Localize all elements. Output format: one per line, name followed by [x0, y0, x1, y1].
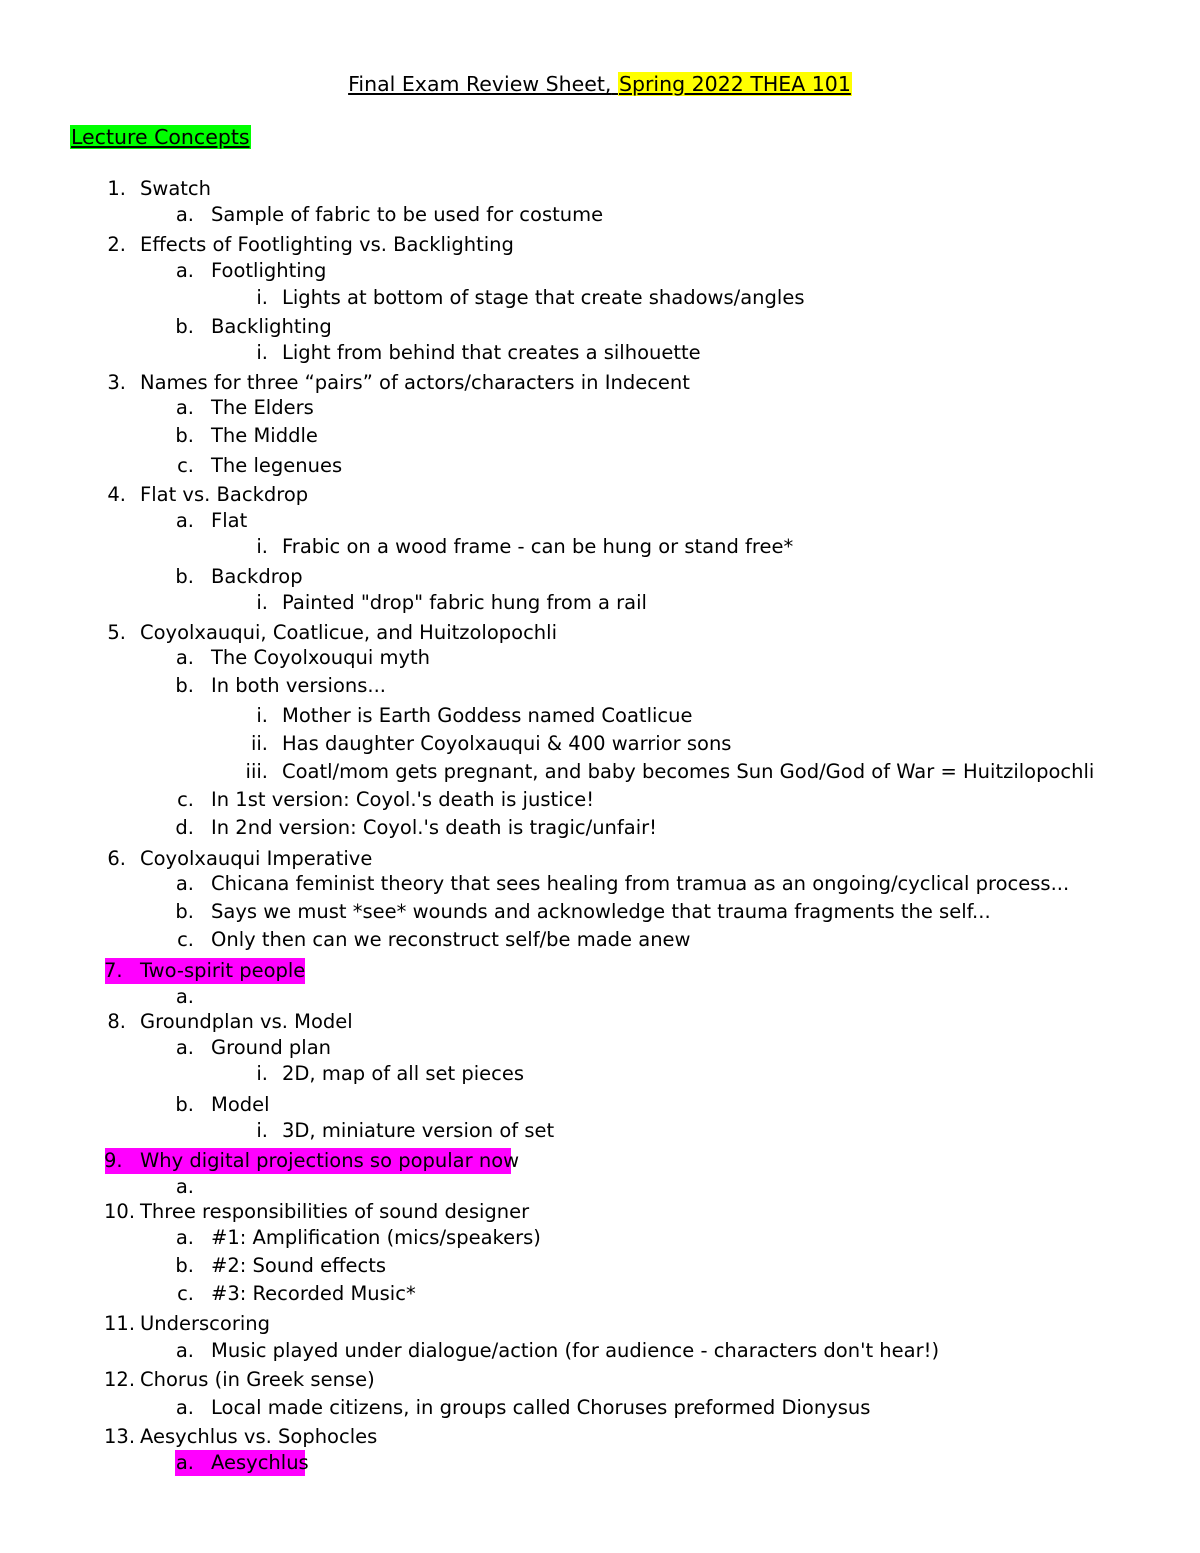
list-text: The Middle [211, 424, 318, 447]
list-text: Mother is Earth Goddess named Coatlicue [282, 704, 693, 727]
list-text: Three responsibilities of sound designer [140, 1200, 530, 1223]
list-text: Names for three “pairs” of actors/characters in Indecent [140, 371, 690, 394]
list-text: The Elders [211, 396, 314, 419]
list-marker: 8. [107, 1010, 126, 1033]
list-marker: a. [175, 203, 194, 226]
list-text: In both versions... [211, 674, 386, 697]
list-marker: a. [175, 509, 194, 532]
list-marker: 1. [107, 177, 126, 200]
list-marker: i. [256, 591, 268, 614]
list-text: Painted "drop" fabric hung from a rail [282, 591, 647, 614]
list-marker: b. [175, 674, 194, 697]
list-text: 3D, miniature version of set [282, 1119, 555, 1142]
list-text: Light from behind that creates a silhouette [282, 341, 701, 364]
list-text: Aesychlus [211, 1451, 309, 1474]
section-heading [70, 123, 251, 151]
list-marker: b. [175, 1093, 194, 1116]
list-marker: b. [175, 1254, 194, 1277]
list-text: In 2nd version: Coyol.'s death is tragic/unfair! [211, 816, 657, 839]
list-marker: a. [175, 1175, 194, 1198]
list-marker: iii. [245, 760, 268, 783]
list-text: Footlighting [211, 259, 327, 282]
list-text: The Coyolxouqui myth [211, 646, 431, 669]
list-marker: i. [256, 341, 268, 364]
list-text: Flat vs. Backdrop [140, 483, 309, 506]
list-marker: 5. [107, 621, 126, 644]
list-marker: a. [175, 1396, 194, 1419]
section-heading-text: Lecture Concepts [71, 125, 250, 149]
list-marker: 7. [104, 959, 123, 982]
list-text: Swatch [140, 177, 212, 200]
list-text: Chorus (in Greek sense) [140, 1368, 375, 1391]
list-text: Underscoring [140, 1312, 271, 1335]
page-title [0, 70, 1200, 98]
list-text: Effects of Footlighting vs. Backlighting [140, 233, 514, 256]
list-text: Aesychlus vs. Sophocles [140, 1425, 378, 1448]
list-text: Groundplan vs. Model [140, 1010, 353, 1033]
list-text: Flat [211, 509, 248, 532]
list-text: Backlighting [211, 315, 332, 338]
list-marker: a. [175, 1036, 194, 1059]
list-marker: b. [175, 565, 194, 588]
list-marker: i. [256, 704, 268, 727]
title-highlight: Spring 2022 THEA 101 [618, 72, 851, 96]
list-marker: 12. [104, 1368, 136, 1391]
list-marker: i. [256, 535, 268, 558]
list-text: Says we must *see* wounds and acknowledge that trauma fragments the self... [211, 900, 991, 923]
list-marker: a. [175, 396, 194, 419]
list-marker: a. [175, 1339, 194, 1362]
list-text: #2: Sound effects [211, 1254, 387, 1277]
list-marker: i. [256, 286, 268, 309]
list-marker: 13. [104, 1425, 136, 1448]
list-marker: d. [175, 816, 194, 839]
list-marker: 4. [107, 483, 126, 506]
list-text: Coyolxauqui, Coatlicue, and Huitzolopochli [140, 621, 557, 644]
list-marker: ii. [250, 732, 268, 755]
list-marker: b. [175, 900, 194, 923]
list-marker: i. [256, 1119, 268, 1142]
list-marker: 11. [104, 1312, 136, 1335]
list-marker: 2. [107, 233, 126, 256]
list-text: #3: Recorded Music* [211, 1282, 416, 1305]
list-marker: c. [177, 928, 194, 951]
list-text: Model [211, 1093, 270, 1116]
list-text: Chicana feminist theory that sees healing from tramua as an ongoing/cyclical process... [211, 872, 1070, 895]
list-marker: b. [175, 315, 194, 338]
list-text: Only then can we reconstruct self/be made anew [211, 928, 691, 951]
list-marker: 9. [104, 1149, 123, 1172]
list-text: Frabic on a wood frame - can be hung or stand free* [282, 535, 794, 558]
list-marker: c. [177, 788, 194, 811]
list-text: Two-spirit people [140, 959, 306, 982]
list-marker: c. [177, 454, 194, 477]
list-marker: 6. [107, 847, 126, 870]
list-text: Sample of fabric to be used for costume [211, 203, 604, 226]
list-marker: 10. [104, 1200, 136, 1223]
list-text: Why digital projections so popular now [140, 1149, 520, 1172]
list-marker: a. [175, 872, 194, 895]
list-text: Has daughter Coyolxauqui & 400 warrior sons [282, 732, 732, 755]
list-text: Backdrop [211, 565, 303, 588]
list-text: In 1st version: Coyol.'s death is justice! [211, 788, 595, 811]
list-text: Music played under dialogue/action (for audience - characters don't hear!) [211, 1339, 940, 1362]
list-marker: a. [175, 1451, 194, 1474]
list-text: Coyolxauqui Imperative [140, 847, 373, 870]
list-text: The legenues [211, 454, 343, 477]
list-marker: a. [175, 259, 194, 282]
title-main: Final Exam Review Sheet, [348, 72, 612, 96]
list-marker: c. [177, 1282, 194, 1305]
list-marker: i. [256, 1062, 268, 1085]
list-text: 2D, map of all set pieces [282, 1062, 524, 1085]
list-text: Coatl/mom gets pregnant, and baby becomes Sun God/God of War = Huitzilopochli [282, 760, 1095, 783]
list-marker: a. [175, 1226, 194, 1249]
list-text: Ground plan [211, 1036, 332, 1059]
list-marker: b. [175, 424, 194, 447]
list-marker: a. [175, 646, 194, 669]
list-marker: 3. [107, 371, 126, 394]
list-text: Local made citizens, in groups called Choruses preformed Dionysus [211, 1396, 871, 1419]
list-marker: a. [175, 985, 194, 1008]
list-text: Lights at bottom of stage that create shadows/angles [282, 286, 805, 309]
list-text: #1: Amplification (mics/speakers) [211, 1226, 541, 1249]
